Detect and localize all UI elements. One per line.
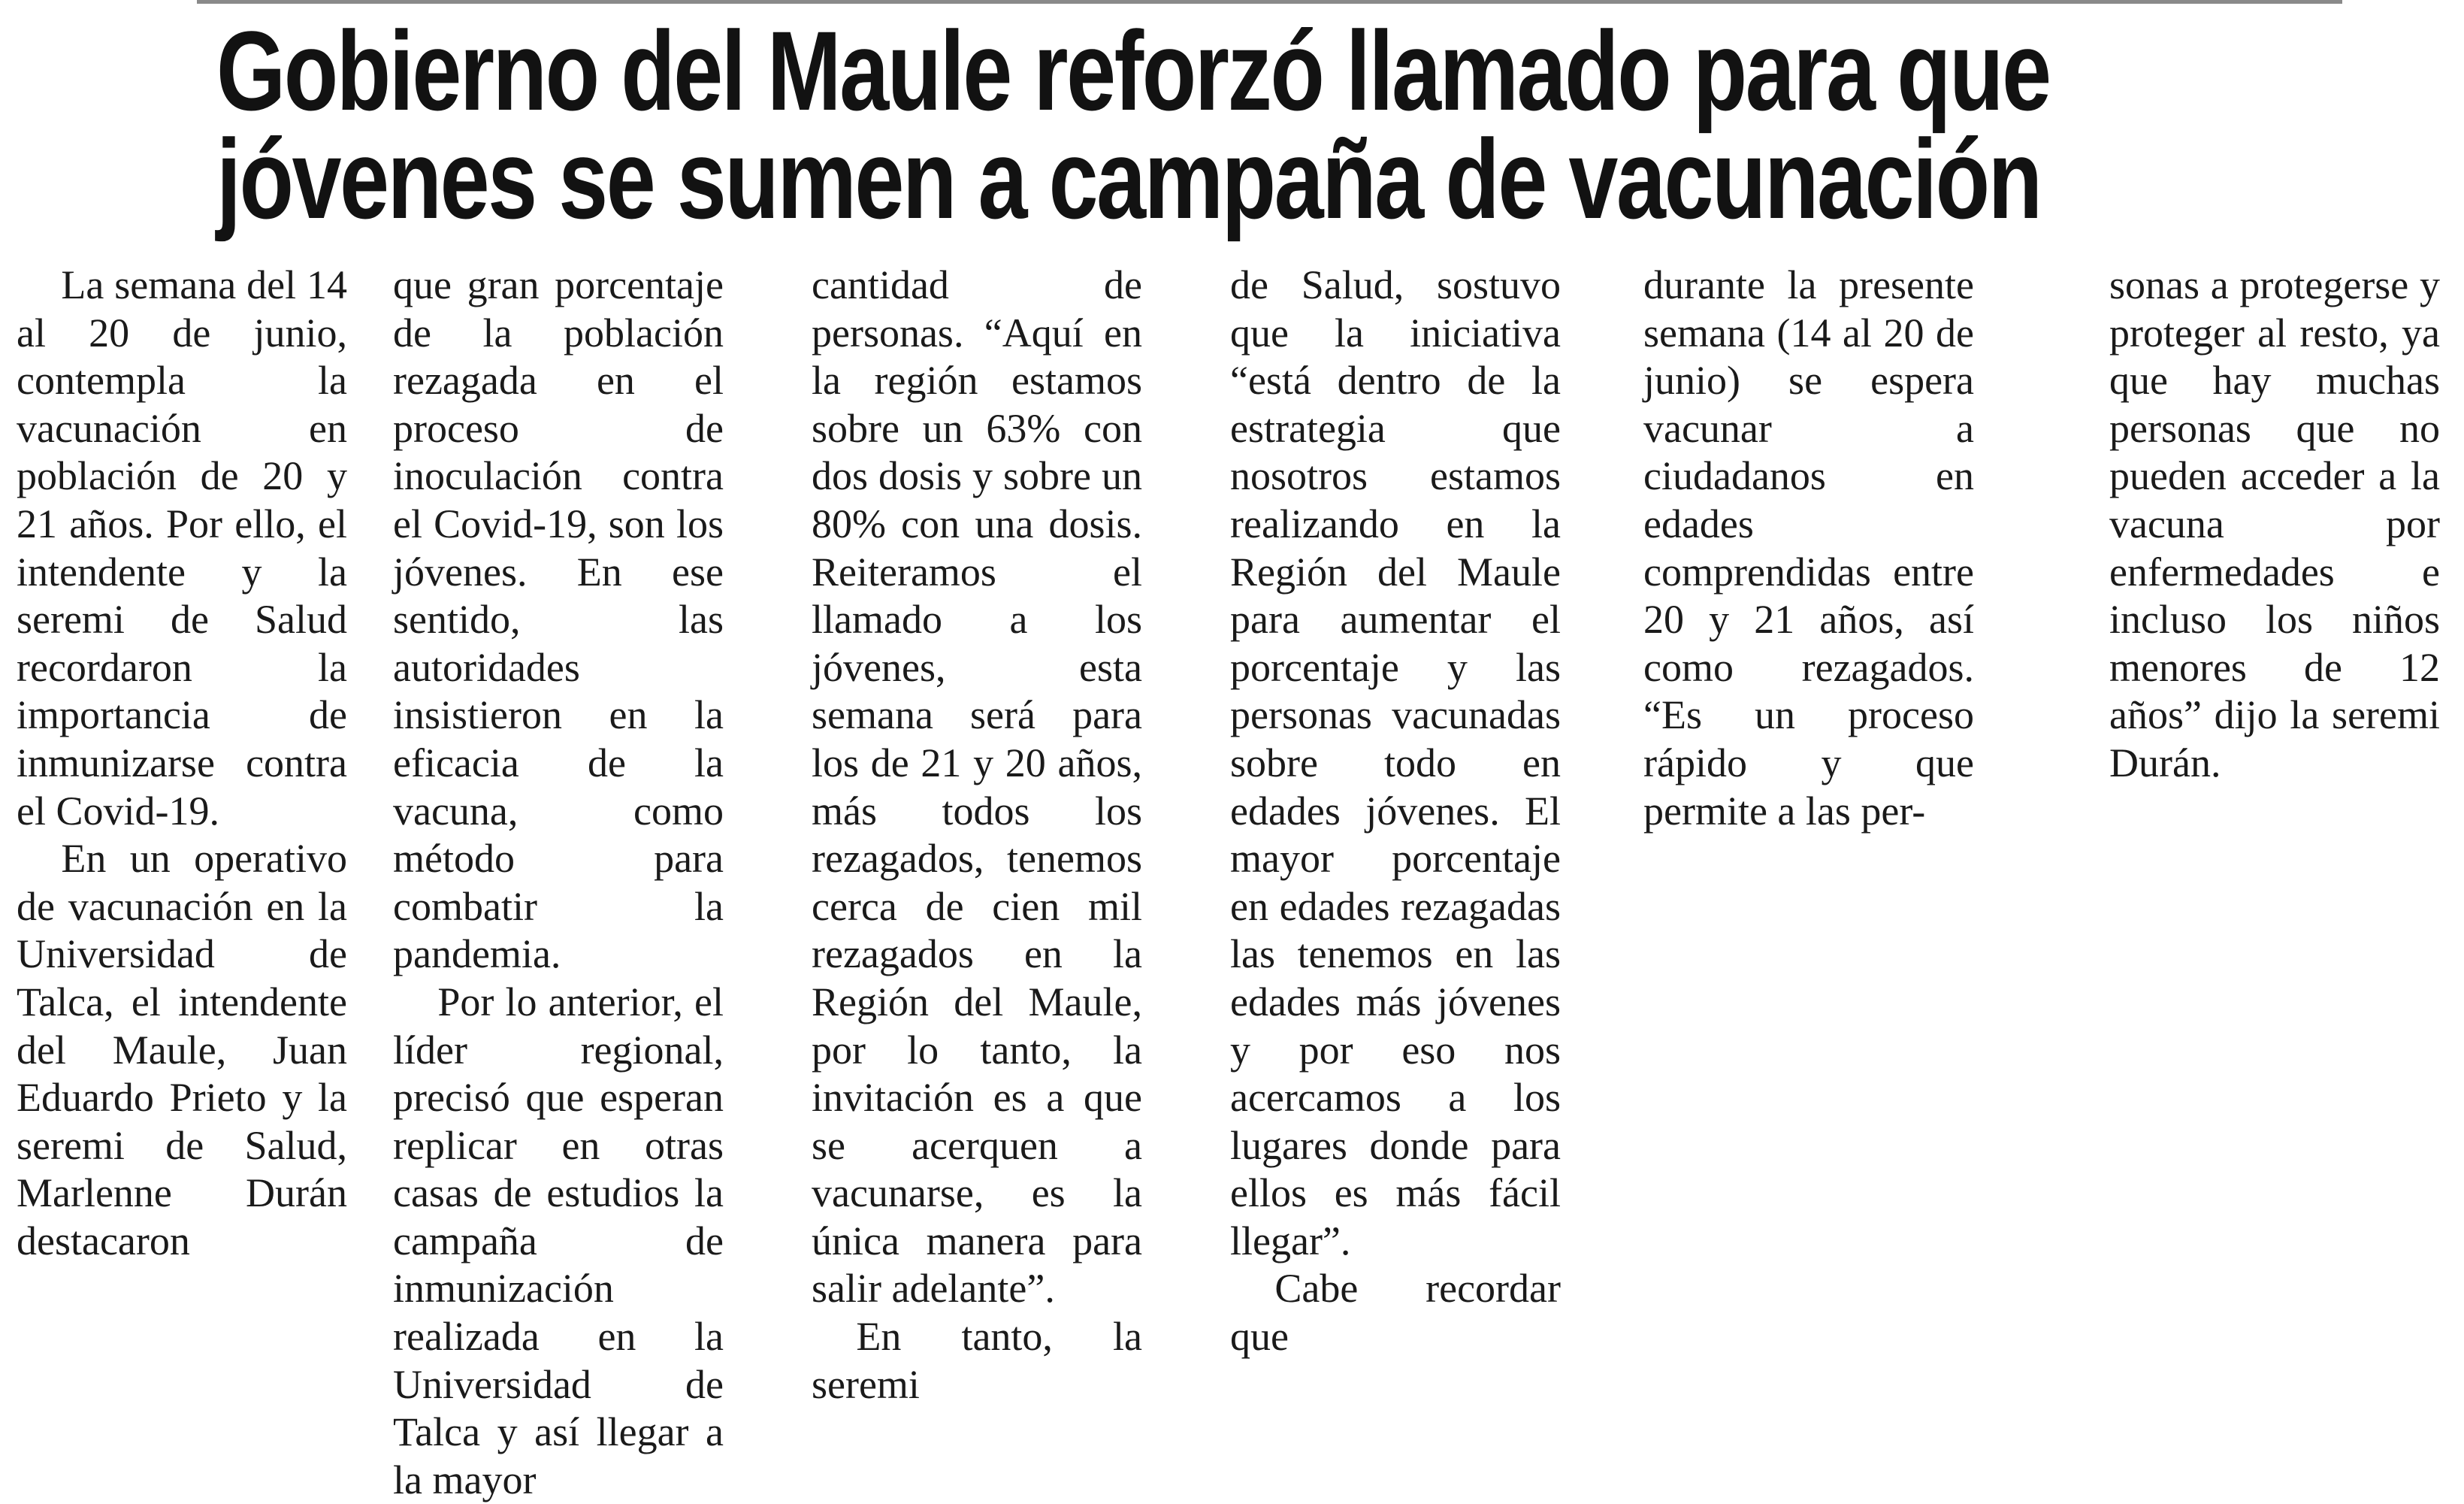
paragraph-continued: sonas a protegerse y proteger al resto, ya que hay muchas personas que no pueden acceder a la vacuna por enfermedades e incluso los niños menores de 12 años” dijo la seremi Durán. [2109,262,2440,785]
article-column-4 [1230,262,1561,1361]
paragraph: Por lo anterior, el líder regional, precisó que esperan replicar en otras casas de estudios la campaña de inmunización realizada en la Universidad de Talca y así llegar a la mayor [393,979,724,1502]
paragraph: En un operativo de vacunación en la Universidad de Talca, el intendente del Maule, Juan Eduardo Prieto y la seremi de Salud, Marlenne Durán destacaron [17,836,347,1263]
article-column-2 [393,262,724,1504]
article-column-5 [1643,262,1974,835]
paragraph-continued: durante la presente semana (14 al 20 de junio) se espera vacunar a ciudadanos en edades comprendidas entre 20 y 21 años, así como rezagados. “Es un proceso rápido y que permite a las per- [1643,262,1974,834]
article-column-3 [812,262,1142,1409]
headline [216,8,2050,242]
paragraph: La semana del 14 al 20 de junio, contempla la vacunación en población de 20 y 21 años. Por ello, el intendente y la seremi de Salud recordaron la importancia de inmunizarse contra el Covid-19. [17,262,347,834]
paragraph-continued: de Salud, sostuvo que la iniciativa “está dentro de la estrategia que nosotros estamos realizando en la Región del Maule para aumentar el porcentaje y las personas vacunadas sobre todo en edades jóvenes. El mayor porcentaje en edades rezagadas las tenemos en las edades más jóvenes y por eso nos acercamos a los lugares donde para ellos es más fácil llegar”. [1230,262,1561,1263]
paragraph-continued: que gran porcentaje de la población rezagada en el proceso de inoculación contra el Covid-19, son los jóvenes. En ese sentido, las autoridades insistieron en la eficacia de la vacuna, como método para combatir la pandemia. [393,262,724,977]
article-column-1 [17,262,347,1265]
article-column-6 [2109,262,2440,788]
headline-line-2: jóvenes se sumen a campaña de vacunación [216,116,2041,242]
paragraph: Cabe recordar que [1230,1266,1561,1360]
top-rule [197,0,2342,4]
paragraph: En tanto, la seremi [812,1314,1142,1407]
paragraph-continued: cantidad de personas. “Aquí en la región estamos sobre un 63% con dos dosis y sobre un 80% con una dosis. Reiteramos el llamado a los jóvenes, esta semana será para los de 21 y 20 años, más todos los rezagados, tenemos cerca de cien mil rezagados en la Región del Maule, por lo tanto, la invitación es a que se acerquen a vacunarse, es la única manera para salir adelante”. [812,262,1142,1312]
headline-line-1: Gobierno del Maule reforzó llamado para que [216,8,2050,134]
